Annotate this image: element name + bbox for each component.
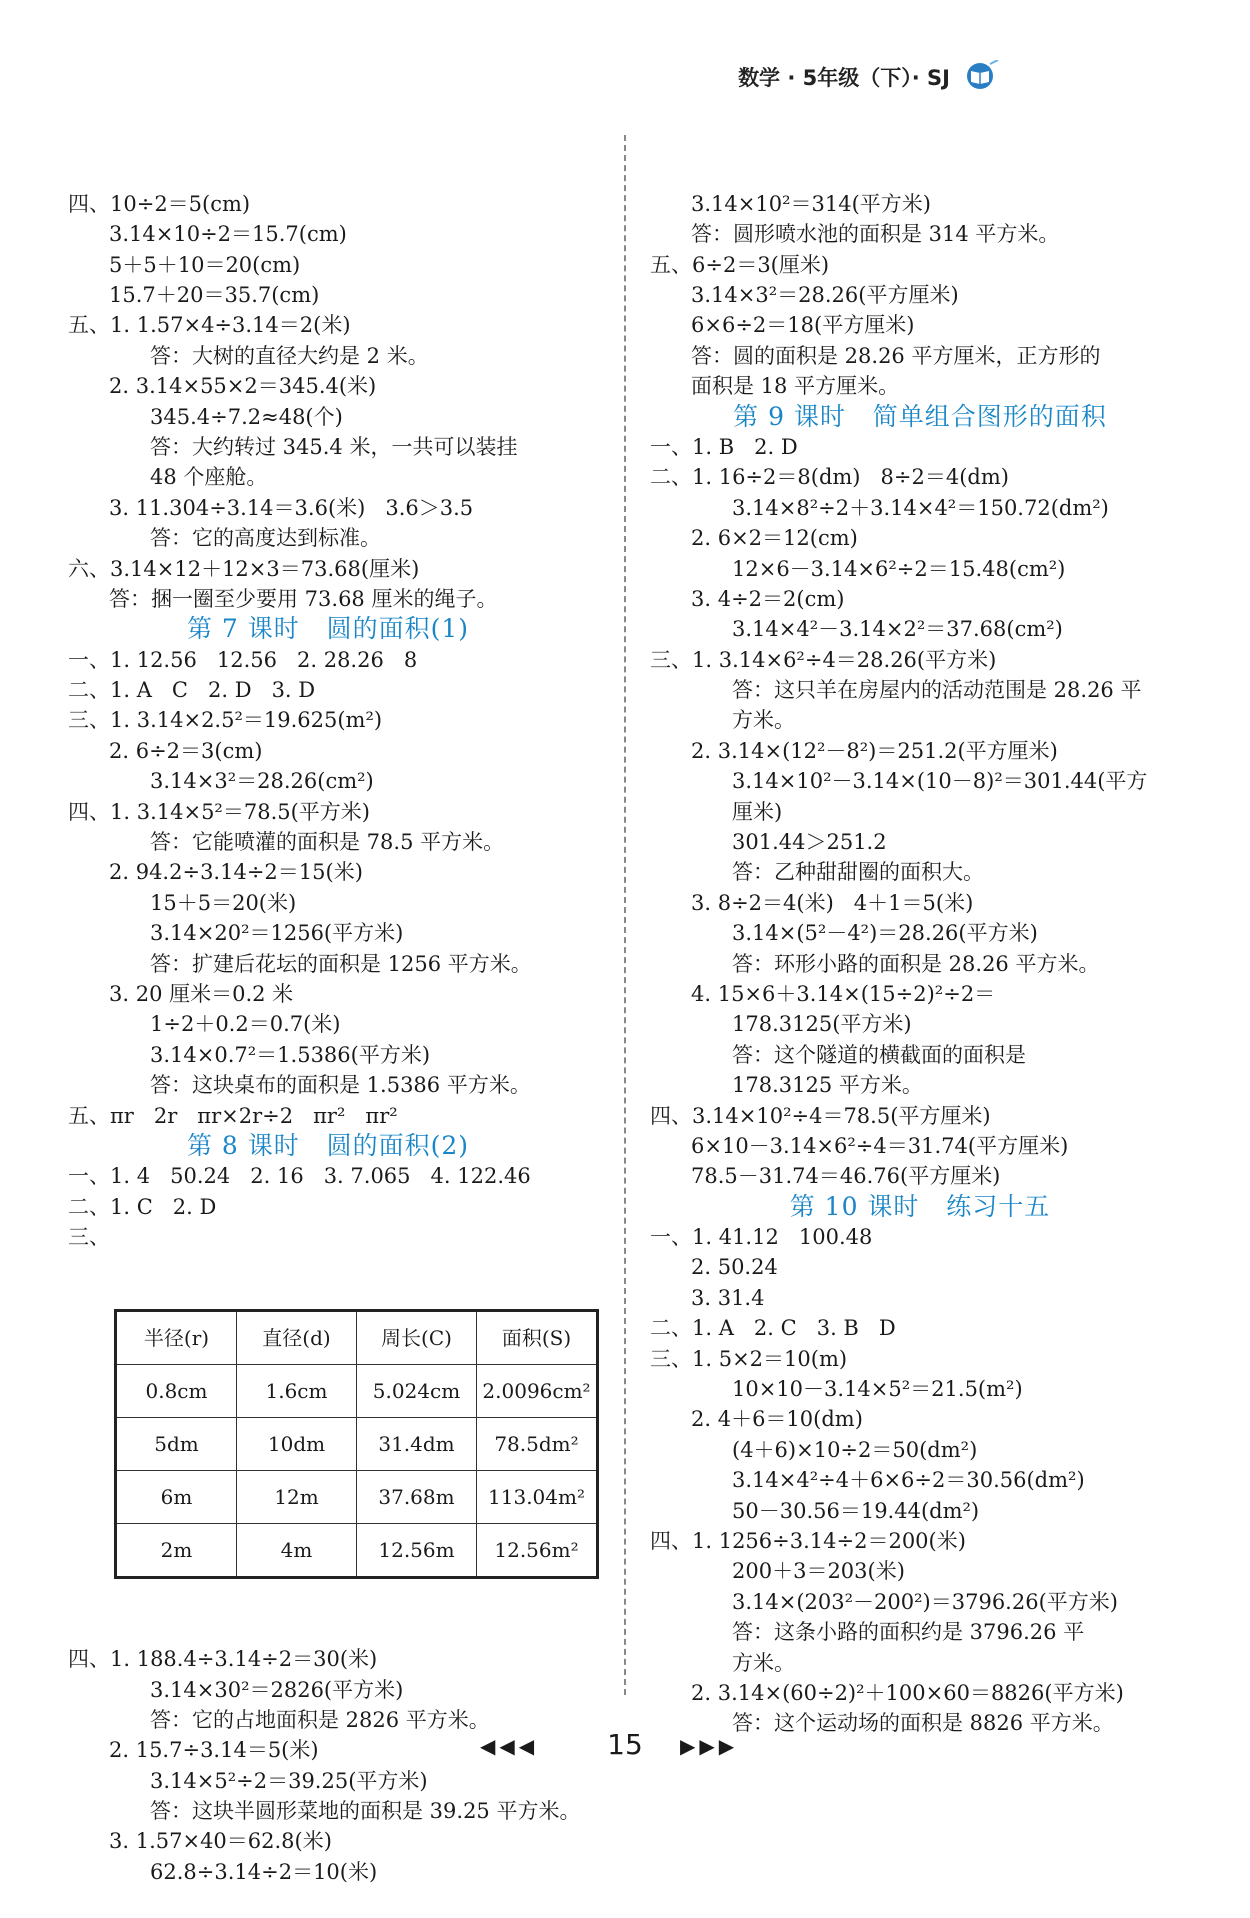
answer-line: 三、 (68, 1225, 110, 1250)
answer-line: 三、1. 3.14×2.5²＝19.625(m²) (68, 708, 383, 733)
right-column (650, 128, 1190, 1769)
table-cell: 2.0096cm² (477, 1365, 598, 1418)
answer-line: 2. 3.14×(60÷2)²＋100×60＝8826(平方米) (691, 1680, 1124, 1705)
answer-line: 一、1. 41.12 100.48 (650, 1225, 873, 1250)
answer-line: 15＋5＝20(米) (150, 890, 297, 915)
table-cell: 1.6cm (237, 1365, 357, 1418)
answer-line: 178.3125 平方米。 (732, 1073, 923, 1098)
answer-line: 6×10－3.14×6²÷4＝31.74(平方厘米) (691, 1133, 1069, 1158)
answer-line: 答：这条小路的面积约是 3796.26 平 (732, 1620, 1085, 1645)
table-header-cell: 周长(C) (357, 1311, 477, 1365)
column-divider (624, 135, 626, 1695)
answer-line: 2. 94.2÷3.14÷2＝15(米) (109, 860, 363, 885)
answer-line: 五、6÷2＝3(厘米) (650, 252, 830, 277)
answer-line: 2. 4＋6＝10(dm) (691, 1407, 863, 1432)
table-row (116, 1418, 598, 1471)
answer-line: 四、1. 188.4÷3.14÷2＝30(米) (68, 1647, 378, 1672)
answer-line: 10×10－3.14×5²＝21.5(m²) (732, 1377, 1023, 1402)
answer-line: 3. 11.304÷3.14＝3.6(米) 3.6＞3.5 (109, 495, 474, 520)
answer-line: 3.14×5²÷2＝39.25(平方米) (150, 1768, 428, 1793)
answer-line: (4＋6)×10÷2＝50(dm²) (732, 1437, 978, 1462)
answer-line: 3.14×30²＝2826(平方米) (150, 1677, 404, 1702)
answer-line: 3. 8÷2＝4(米) 4＋1＝5(米) (691, 890, 974, 915)
answer-line: 62.8÷3.14÷2＝10(米) (150, 1859, 378, 1884)
answer-line: 四、3.14×10²÷4＝78.5(平方厘米) (650, 1103, 991, 1128)
answer-line: 3.14×10²－3.14×(10－8)²＝301.44(平方 (732, 769, 1148, 794)
answer-line: 3.14×3²＝28.26(cm²) (150, 769, 374, 794)
answer-line: 二、1. C 2. D (68, 1194, 217, 1219)
table-cell: 12.56m² (477, 1524, 598, 1578)
answer-line: 3.14×(203²－200²)＝3796.26(平方米) (732, 1589, 1118, 1614)
table-cell: 2m (116, 1524, 237, 1578)
answer-line: 答：圆形喷水池的面积是 314 平方米。 (691, 222, 1060, 247)
section-title: 第 10 课时 练习十五 (789, 1191, 1051, 1221)
answer-line: 方米。 (732, 1650, 795, 1675)
answer-line: 3.14×4²÷4＋6×6÷2＝30.56(dm²) (732, 1468, 1085, 1493)
table-header-cell: 面积(S) (477, 1311, 598, 1365)
answer-line: 3.14×4²－3.14×2²＝37.68(cm²) (732, 617, 1063, 642)
answer-line: 二、1. 16÷2＝8(dm) 8÷2＝4(dm) (650, 465, 1009, 490)
section-title: 第 7 课时 圆的面积(1) (186, 614, 470, 644)
answer-line: 2. 3.14×55×2＝345.4(米) (109, 374, 377, 399)
answer-line: 一、1. B 2. D (650, 434, 798, 459)
answer-line: 3. 20 厘米＝0.2 米 (109, 981, 294, 1006)
next-page-arrows[interactable]: ▶▶▶ (680, 1734, 739, 1758)
answer-line: 四、10÷2＝5(cm) (68, 191, 251, 216)
answer-line: 五、1. 1.57×4÷3.14＝2(米) (68, 313, 351, 338)
answer-line: 3. 31.4 (691, 1285, 765, 1310)
answer-line: 3.14×8²÷2＋3.14×4²＝150.72(dm²) (732, 495, 1109, 520)
answer-line: 答：乙种甜甜圈的面积大。 (732, 860, 984, 885)
book-icon (960, 60, 1000, 92)
answer-line: 厘米) (732, 799, 783, 824)
left-column (68, 128, 608, 1918)
answer-line: 2. 50.24 (691, 1255, 778, 1280)
answer-line: 二、1. A C 2. D 3. D (68, 678, 316, 703)
table-cell: 5dm (116, 1418, 237, 1471)
table-cell: 6m (116, 1471, 237, 1524)
prev-page-arrows[interactable]: ◀◀◀ (480, 1734, 539, 1758)
answer-line: 答：这块半圆形菜地的面积是 39.25 平方米。 (150, 1799, 581, 1824)
answer-line: 答：它的占地面积是 2826 平方米。 (150, 1707, 490, 1732)
answer-line: 200＋3＝203(米) (732, 1559, 905, 1584)
answer-line: 2. 15.7÷3.14＝5(米) (109, 1738, 319, 1763)
table-cell: 0.8cm (116, 1365, 237, 1418)
table-row (116, 1524, 598, 1578)
section-title: 第 9 课时 简单组合图形的面积 (733, 401, 1107, 431)
answer-line: 15.7＋20＝35.7(cm) (109, 282, 320, 307)
table-cell: 113.04m² (477, 1471, 598, 1524)
table-row (116, 1365, 598, 1418)
answer-line: 2. 6×2＝12(cm) (691, 526, 858, 551)
answer-line: 方米。 (732, 708, 795, 733)
answer-line: 345.4÷7.2≈48(个) (150, 404, 343, 429)
answer-line: 48 个座舱。 (150, 465, 268, 490)
answer-line: 六、3.14×12＋12×3＝73.68(厘米) (68, 556, 420, 581)
answer-line: 三、1. 3.14×6²÷4＝28.26(平方米) (650, 647, 997, 672)
answer-line: 答：它的高度达到标准。 (150, 526, 381, 551)
answer-line: 3. 4÷2＝2(cm) (691, 586, 845, 611)
answer-line: 3.14×3²＝28.26(平方厘米) (691, 282, 959, 307)
answer-line: 一、1. 12.56 12.56 2. 28.26 8 (68, 647, 418, 672)
answer-line: 2. 6÷2＝3(cm) (109, 738, 263, 763)
circle-table (114, 1309, 599, 1579)
answer-line: 四、1. 3.14×5²＝78.5(平方米) (68, 799, 370, 824)
answer-line: 答：扩建后花坛的面积是 1256 平方米。 (150, 951, 532, 976)
answer-line: 答：这个运动场的面积是 8826 平方米。 (732, 1711, 1114, 1736)
answer-line: 二、1. A 2. C 3. B D (650, 1316, 896, 1341)
page-number: 15 (607, 1728, 643, 1761)
answer-line: 2. 3.14×(12²－8²)＝251.2(平方厘米) (691, 738, 1058, 763)
page-header: 数学 · 5年级（下）· SJ (738, 66, 950, 90)
answer-line: 答：捆一圈至少要用 73.68 厘米的绳子。 (109, 586, 498, 611)
table-cell: 4m (237, 1524, 357, 1578)
answer-line: 5＋5＋10＝20(cm) (109, 252, 301, 277)
answer-line: 答：圆的面积是 28.26 平方厘米，正方形的 (691, 343, 1101, 368)
answer-line: 三、1. 5×2＝10(m) (650, 1346, 848, 1371)
answer-line: 一、1. 4 50.24 2. 16 3. 7.065 4. 122.46 (68, 1164, 531, 1189)
answer-line: 3.14×10÷2＝15.7(cm) (109, 222, 347, 247)
answer-line: 3.14×10²＝314(平方米) (691, 191, 931, 216)
answer-line: 答：环形小路的面积是 28.26 平方米。 (732, 951, 1100, 976)
answer-line: 12×6－3.14×6²÷2＝15.48(cm²) (732, 556, 1066, 581)
answer-line: 6×6÷2＝18(平方厘米) (691, 313, 915, 338)
answer-line: 178.3125(平方米) (732, 1012, 912, 1037)
answer-line: 五、πr 2r πr×2r÷2 πr² πr² (68, 1103, 398, 1128)
table-cell: 12m (237, 1471, 357, 1524)
answer-line: 面积是 18 平方厘米。 (691, 374, 900, 399)
answer-line: 3.14×(5²－4²)＝28.26(平方米) (732, 921, 1038, 946)
answer-line: 78.5－31.74＝46.76(平方厘米) (691, 1164, 1001, 1189)
answer-line: 3. 1.57×40＝62.8(米) (109, 1829, 332, 1854)
answer-line: 4. 15×6＋3.14×(15÷2)²÷2＝ (691, 981, 996, 1006)
answer-line: 四、1. 1256÷3.14÷2＝200(米) (650, 1529, 966, 1553)
answer-line: 答：这块桌布的面积是 1.5386 平方米。 (150, 1073, 531, 1098)
answer-line: 答：大树的直径大约是 2 米。 (150, 343, 429, 368)
table-cell: 31.4dm (357, 1418, 477, 1471)
answer-line: 3.14×20²＝1256(平方米) (150, 921, 404, 946)
answer-line: 答：大约转过 345.4 米，一共可以装挂 (150, 434, 518, 459)
table-cell: 5.024cm (357, 1365, 477, 1418)
table-header-row (116, 1311, 598, 1365)
table-row (116, 1471, 598, 1524)
answer-line: 答：它能喷灌的面积是 78.5 平方米。 (150, 830, 505, 855)
answer-line: 3.14×0.7²＝1.5386(平方米) (150, 1042, 431, 1067)
table-cell: 12.56m (357, 1524, 477, 1578)
section-title: 第 8 课时 圆的面积(2) (186, 1130, 470, 1160)
answer-line: 301.44＞251.2 (732, 830, 887, 855)
answer-line: 答：这个隧道的横截面的面积是 (732, 1042, 1026, 1067)
table-header-cell: 半径(r) (116, 1311, 237, 1365)
answer-line: 1÷2＋0.2＝0.7(米) (150, 1012, 341, 1037)
answer-line: 答：这只羊在房屋内的活动范围是 28.26 平 (732, 678, 1142, 703)
table-cell: 10dm (237, 1418, 357, 1471)
answer-line: 50－30.56＝19.44(dm²) (732, 1498, 980, 1523)
table-header-cell: 直径(d) (237, 1311, 357, 1365)
table-cell: 78.5dm² (477, 1418, 598, 1471)
table-cell: 37.68m (357, 1471, 477, 1524)
